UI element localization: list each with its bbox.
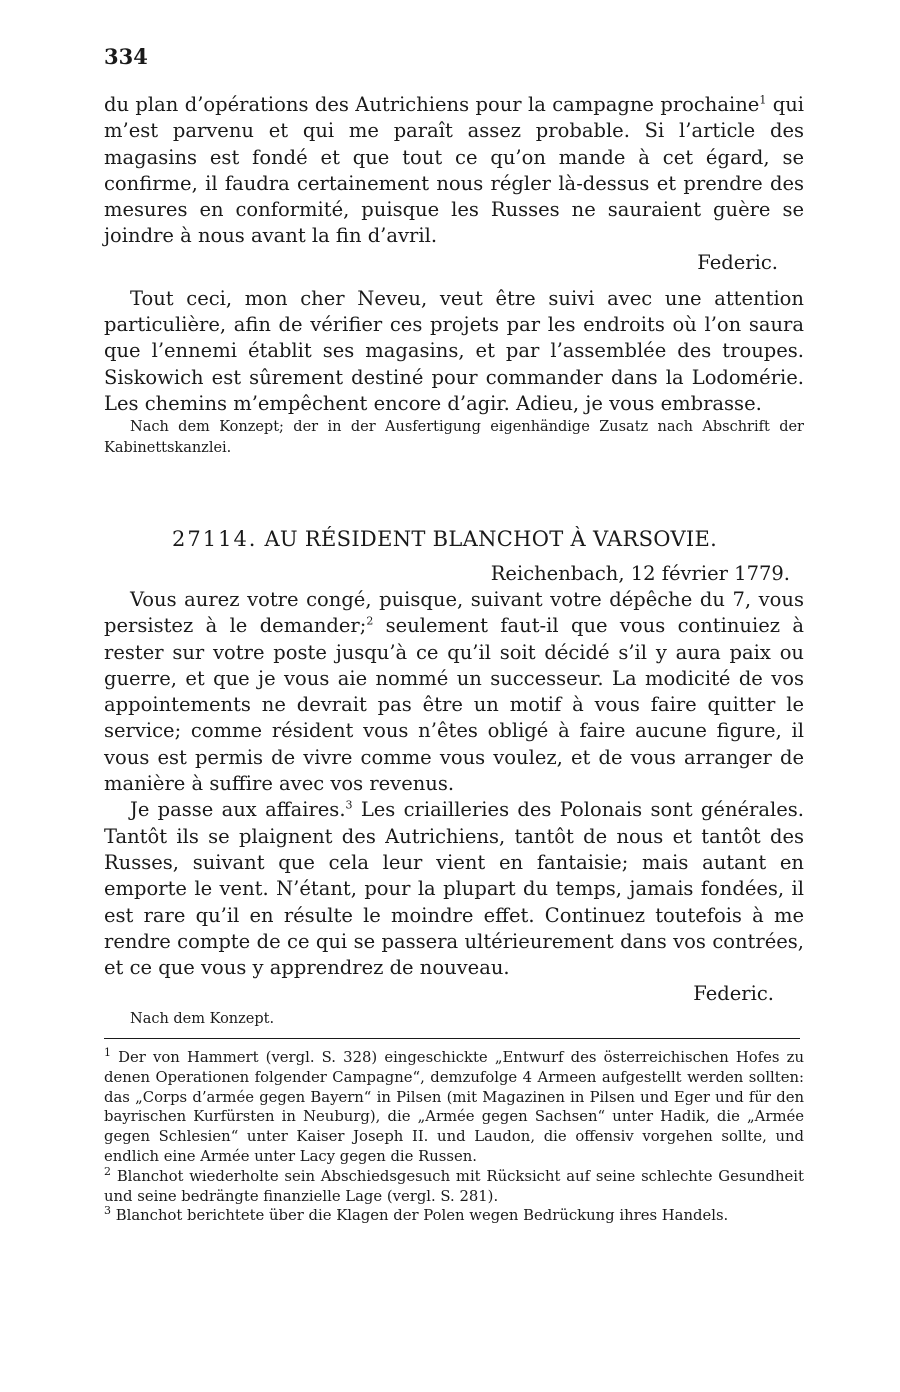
text-run: seulement faut-il que vous continuiez à rester sur votre poste jusqu’à ce qu’il soit décidé s’il y aura paix ou guerre, et que je vous aie nommé un successeur. La modicité de vos appointements ne devrait pas être un motif à vous faire quitter le service; comme résident vous n’êtes obligé à faire aucune figure, il vous est permis de vivre comme vous voulez, et de vous arranger de manière à suffire avec vos revenus. [104, 614, 804, 796]
text-run: Vous aurez votre congé, puisque, suivant votre dépêche du 7, vous persistez à le demander; [104, 588, 804, 638]
footnote-divider [104, 1038, 800, 1039]
footnote-ref-1: 1 [759, 93, 767, 107]
footnote-marker: 2 [104, 1164, 111, 1178]
footnote-2 [104, 1164, 804, 1207]
letter2-paragraph-2 [104, 797, 804, 981]
letter-27114 [104, 527, 804, 1030]
footnote-text: Blanchot berichtete über die Klagen der Polen wegen Bedrückung ihres Handels. [115, 1207, 729, 1225]
footnote-ref-2: 2 [366, 614, 374, 628]
letter2-source-note: Nach dem Konzept. [130, 1011, 275, 1028]
letter-number: 27114. [172, 527, 258, 551]
letter-heading [104, 527, 804, 551]
footnote-1 [104, 1048, 804, 1167]
footnote-text: Der von Hammert (vergl. S. 328) eingeschickte „Entwurf des österreichischen Hofes zu denen Operationen folgender Campagne“, demzufolge 4 Armeen aufgestellt werden sollten: das „Corps d’armée gegen Bayern“ in Pilsen (mit Magazinen in Pilsen und Eger und für den bayrischen Kurfürsten in Neuburg), die „Armée gegen Sachsen“ unter Hadik, die „Armée gegen Schlesien“ unter Kaiser Joseph II. und Laudon, die offensiv vorgehen sollte, und endlich eine Armée unter Lacy gegen die Russen. [104, 1049, 804, 1165]
letter1-paragraph-1 [104, 92, 804, 250]
footnote-3 [104, 1206, 804, 1226]
letter-dateline: Reichenbach, 12 février 1779. [490, 562, 790, 585]
text-run: Je passe aux affaires. [130, 798, 346, 822]
letter-title: AU RÉSIDENT BLANCHOT À VARSOVIE. [264, 527, 718, 551]
text-run: du plan d’opérations des Autrichiens pour la campagne prochaine [104, 93, 760, 116]
letter1-paragraph-2: Tout ceci, mon cher Neveu, veut être suivi avec une attention particulière, afin de vérifier ces projets par les endroits où l’on saura que l’ennemi établit ses magasins, et par l’assemblée des troupes. Siskowich est sûrement destiné pour commander dans la Lodomérie. Les chemins m’empêchent encore d’agir. Adieu, je vous embrasse. [104, 286, 804, 415]
letter1-source-note: Nach dem Konzept; der in der Ausfertigung eigenhändige Zusatz nach Abschrift der Kabinettskanzlei. [104, 419, 804, 457]
footnote-ref-3: 3 [345, 798, 353, 812]
footnote-text: Blanchot wiederholte sein Abschiedsgesuch mit Rücksicht auf seine schlechte Gesundheit und seine bedrängte finanzielle Lage (vergl. S. 281). [104, 1167, 804, 1205]
letter-continuation [104, 92, 804, 459]
page-number: 334 [104, 44, 148, 69]
footnote-marker: 3 [104, 1204, 111, 1218]
letter2-signature: Federic. [693, 982, 774, 1006]
text-run: qui m’est parvenu et qui me paraît assez probable. Si l’article des magasins est fondé et que tout ce qu’on mande à cet égard, se confirme, il faudra certainement nous régler là-dessus et prendre des mesures en conformité, puisque les Russes ne sauraient guère se joindre à nous avant la fin d’avril. [104, 93, 804, 248]
footnote-marker: 1 [104, 1046, 111, 1060]
letter2-paragraph-1 [104, 587, 804, 797]
letter1-signature: Federic. [697, 250, 778, 274]
text-run: Les criailleries des Polonais sont générales. Tantôt ils se plaignent des Autrichiens, tantôt de nous et tantôt des Russes, suivant que cela leur vient en fantaisie; mais autant en emporte le vent. N’étant, pour la plupart du temps, jamais fondées, il est rare qu’il en résulte le moindre effet. Continuez toutefois à me rendre compte de ce qui se passera ultérieurement dans vos contrées, et ce que vous y apprendrez de nouveau. [104, 798, 804, 980]
footnotes [104, 1048, 804, 1226]
